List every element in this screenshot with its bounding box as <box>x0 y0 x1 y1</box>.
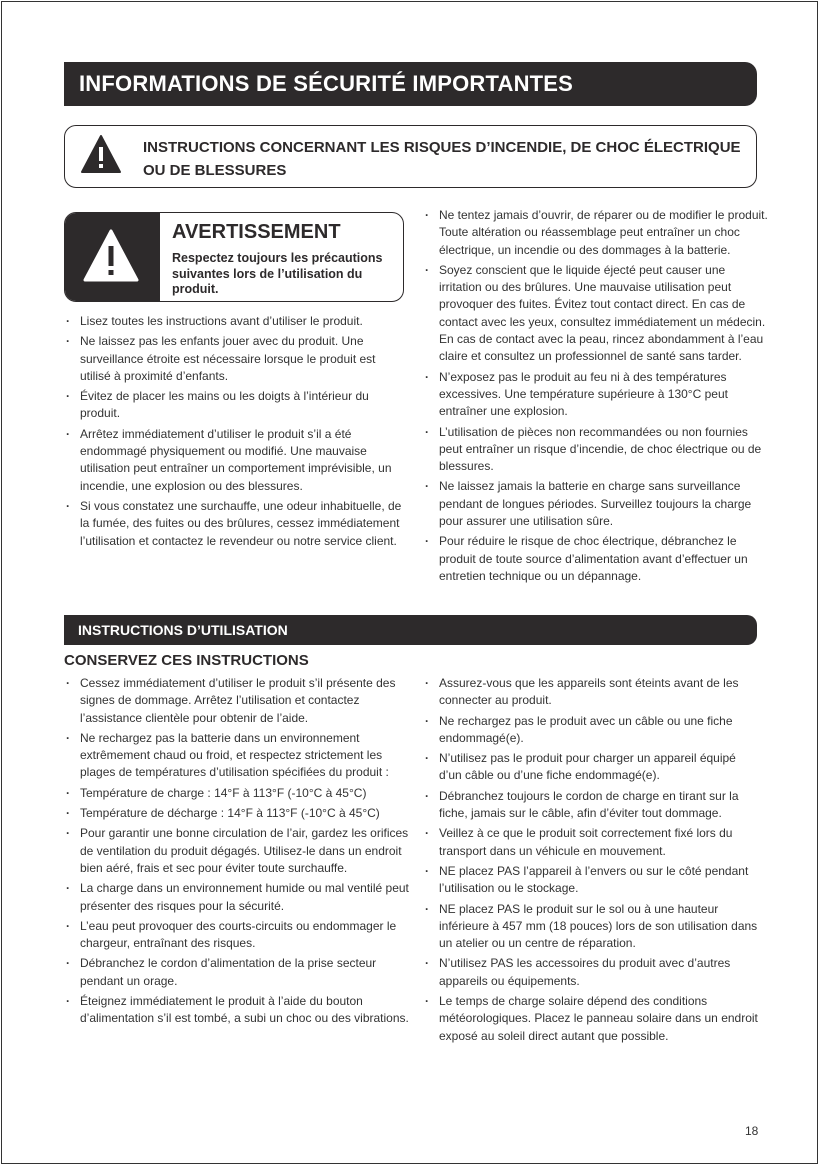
safety-list-left <box>64 313 409 553</box>
list-item: · N’exposez pas le produit au feu ni à des températures excessives. Une température supérieure à 130°C peut entraîner une explosion. <box>423 369 769 421</box>
list-item: · Si vous constatez une surchauffe, une odeur inhabituelle, de la fumée, des fuites ou des brûlures, cessez immédiatement l’utilisation et contactez le revendeur ou notre service client. <box>64 498 409 550</box>
list-item: · Ne laissez jamais la batterie en charge sans surveillance pendant de longues périodes. Surveillez toujours la charge pour assurer une utilisation sûre. <box>423 478 769 530</box>
hazard-text: INSTRUCTIONS CONCERNANT LES RISQUES D’INCENDIE, DE CHOC ÉLECTRIQUE OU DE BLESSURES <box>143 139 741 179</box>
list-item: · La charge dans un environnement humide ou mal ventilé peut présenter des risques pour la sécurité. <box>64 880 411 915</box>
list-item: · Ne rechargez pas la batterie dans un environnement extrêmement chaud ou froid, et respectez strictement les plages de températures d’utilisation spécifiées du produit : <box>64 730 411 782</box>
list-item: · Ne laissez pas les enfants jouer avec du produit. Une surveillance étroite est nécessaire lorsque le produit est utilisé à proximité d’enfants. <box>64 333 409 385</box>
list-item: · Cessez immédiatement d’utiliser le produit s’il présente des signes de dommage. Arrêtez l’utilisation et contactez l’assistance clientèle pour obtenir de l’aide. <box>64 675 411 727</box>
list-item: · NE placez PAS le produit sur le sol ou à une hauteur inférieure à 457 mm (18 pouces) lors de son utilisation dans un atelier ou un centre de réparation. <box>423 901 759 953</box>
list-item: · Éteignez immédiatement le produit à l’aide du bouton d’alimentation s’il est tombé, a subi un choc ou des vibrations. <box>64 993 411 1028</box>
list-item: · Évitez de placer les mains ou les doigts à l’intérieur du produit. <box>64 388 409 423</box>
hazard-box <box>64 125 757 188</box>
list-item: · L’utilisation de pièces non recommandées ou non fournies peut entraîner un risque d’incendie, de choc électrique ou de blessures. <box>423 424 769 476</box>
list-item: · N’utilisez pas le produit pour charger un appareil équipé d’un câble ou d’une fiche endommagé(e). <box>423 750 759 785</box>
list-item: · Veillez à ce que le produit soit correctement fixé lors du transport dans un véhicule en mouvement. <box>423 825 759 860</box>
safety-list-right <box>423 207 769 588</box>
list-item: · Température de charge : 14°F à 113°F (-10°C à 45°C) <box>64 785 411 802</box>
list-item: · Pour garantir une bonne circulation de l’air, gardez les orifices de ventilation du produit dégagés. Utilisez-le dans un endroit bien aéré, frais et sec pour éviter toute surchauffe. <box>64 825 411 877</box>
list-item: · L’eau peut provoquer des courts-circuits ou endommager le chargeur, entraînant des risques. <box>64 918 411 953</box>
warning-box <box>64 212 404 302</box>
usage-list-right <box>423 675 759 1048</box>
list-item: · Pour réduire le risque de choc électrique, débranchez le produit de toute source d’alimentation avant d’effectuer un entretien technique ou un dépannage. <box>423 533 769 585</box>
list-item: · Température de décharge : 14°F à 113°F (-10°C à 45°C) <box>64 805 411 822</box>
warning-triangle-icon <box>80 134 122 174</box>
list-item: · NE placez PAS l’appareil à l’envers ou sur le côté pendant l’utilisation ou le stockage. <box>423 863 759 898</box>
list-item: · N’utilisez PAS les accessoires du produit avec d’autres appareils ou équipements. <box>423 955 759 990</box>
list-item: · Débranchez toujours le cordon de charge en tirant sur la fiche, jamais sur le câble, afin d’éviter tout dommage. <box>423 788 759 823</box>
usage-section-title: INSTRUCTIONS D’UTILISATION <box>64 615 757 645</box>
warning-triangle-icon <box>82 228 140 284</box>
list-item: · Ne rechargez pas le produit avec un câble ou une fiche endommagé(e). <box>423 713 759 748</box>
list-item: · Arrêtez immédiatement d’utiliser le produit s’il a été endommagé physiquement ou modifié. Une mauvaise utilisation peut entraîner un comportement imprévisible, un incendie, une explosion ou des blessures. <box>64 426 409 495</box>
list-item: · Débranchez le cordon d’alimentation de la prise secteur pendant un orage. <box>64 955 411 990</box>
list-item: · Lisez toutes les instructions avant d’utiliser le produit. <box>64 313 409 330</box>
list-item: · Le temps de charge solaire dépend des conditions météorologiques. Placez le panneau solaire dans un endroit exposé au soleil direct autant que possible. <box>423 993 759 1045</box>
list-item: · Assurez-vous que les appareils sont éteints avant de les connecter au produit. <box>423 675 759 710</box>
usage-list-left <box>64 675 411 1031</box>
page-title: INFORMATIONS DE SÉCURITÉ IMPORTANTES <box>64 62 757 106</box>
page-number: 18 <box>745 1124 759 1138</box>
warning-heading: AVERTISSEMENT <box>172 221 341 243</box>
warning-subtext: Respectez toujours les précautions suivantes lors de l’utilisation du produit. <box>172 251 383 296</box>
list-item: · Ne tentez jamais d’ouvrir, de réparer ou de modifier le produit. Toute altération ou réassemblage peut entraîner un choc électrique, un incendie ou des dommages à la batterie. <box>423 207 769 259</box>
usage-subheading: CONSERVEZ CES INSTRUCTIONS <box>64 652 309 669</box>
list-item: · Soyez conscient que le liquide éjecté peut causer une irritation ou des brûlures. Une mauvaise utilisation peut provoquer des fuites. Évitez tout contact direct. En cas de contact avec les yeux, consultez immédiatement un médecin. En cas de contact avec la peau, rincez abondamment à l’eau claire et consultez un professionnel de santé sans tarder. <box>423 262 769 366</box>
